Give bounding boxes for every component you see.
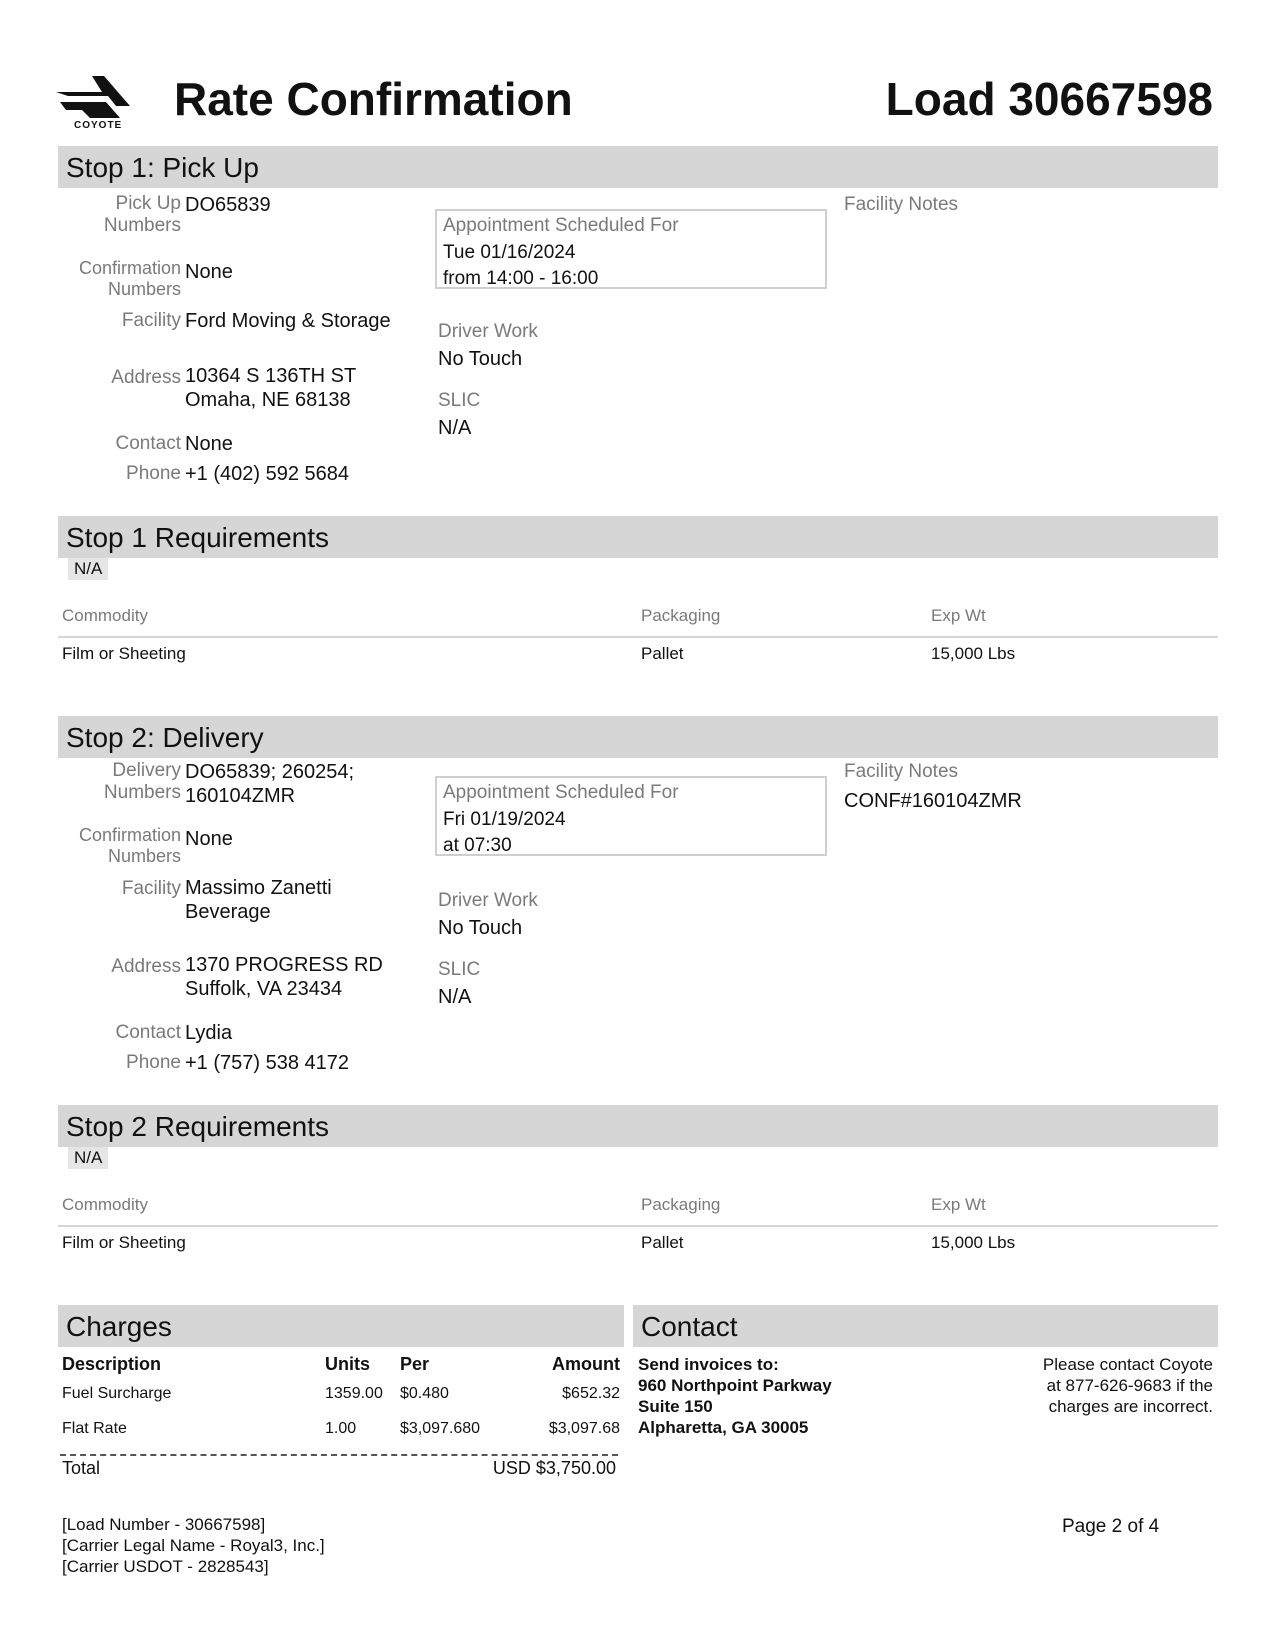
charges-per-header: Per [400, 1354, 430, 1374]
stop2-facility-value: Massimo Zanetti Beverage [185, 877, 332, 923]
stop1-phone-value: +1 (402) 592 5684 [185, 463, 350, 485]
stop1-expwt-cell: 15,000 Lbs [931, 644, 1016, 663]
stop2-expwt-cell: 15,000 Lbs [931, 1233, 1016, 1252]
page-number: Page 2 of 4 [1062, 1516, 1160, 1537]
stop1-packaging-cell: Pallet [641, 644, 684, 663]
stop2-appointment-time: at 07:30 [443, 835, 512, 856]
stop2-facility-label: Facility [121, 878, 181, 899]
charge-row-1-per: $0.480 [400, 1385, 449, 1402]
stop2-facility-notes-label: Facility Notes [844, 761, 959, 782]
stop2-slic-value: N/A [438, 986, 472, 1008]
stop2-contact-value: Lydia [185, 1022, 233, 1044]
charges-total-value: USD $3,750.00 [492, 1458, 616, 1478]
contact-title: Contact [641, 1311, 738, 1342]
stop1-packaging-header: Packaging [641, 606, 721, 625]
stop2-appointment-date: Fri 01/19/2024 [443, 809, 566, 830]
coyote-logo [56, 72, 136, 134]
stop1-commodity-cell: Film or Sheeting [62, 644, 186, 663]
stop1-driver-work-value: No Touch [438, 348, 523, 370]
stop1-confirmation-label: Confirmation Numbers [78, 258, 181, 299]
stop2-packaging-header: Packaging [641, 1195, 721, 1214]
stop2-address-value: 1370 PROGRESS RD Suffolk, VA 23434 [185, 954, 383, 1000]
stop1-contact-label: Contact [115, 433, 181, 454]
stop2-address-label: Address [111, 956, 181, 977]
stop2-numbers-label: Delivery Numbers [103, 760, 181, 803]
stop1-requirements-title: Stop 1 Requirements [66, 522, 330, 553]
load-number-title: Load 30667598 [885, 73, 1213, 125]
charges-title: Charges [66, 1311, 172, 1342]
stop1-requirements-bar [58, 516, 1218, 558]
charges-amount-header: Amount [552, 1354, 620, 1374]
stop2-commodity-header: Commodity [62, 1195, 148, 1214]
charges-description-header: Description [62, 1354, 162, 1374]
stop1-facility-label: Facility [121, 310, 181, 331]
stop2-requirements-bar [58, 1105, 1218, 1147]
page-title: Rate Confirmation [174, 73, 573, 125]
stop2-slic-label: SLIC [438, 959, 481, 980]
stop2-confirmation-label: Confirmation Numbers [78, 825, 181, 866]
stop1-title: Stop 1: Pick Up [66, 152, 259, 183]
stop2-facility-notes-value: CONF#160104ZMR [844, 790, 1022, 812]
charge-row-1-units: 1359.00 [325, 1385, 383, 1402]
stop1-appointment-box [435, 209, 827, 289]
stop1-expwt-header: Exp Wt [931, 606, 986, 625]
stop2-driver-work-label: Driver Work [438, 890, 538, 911]
stop1-driver-work-label: Driver Work [438, 321, 538, 342]
stop1-facility-notes-label: Facility Notes [844, 194, 959, 215]
stop1-numbers-label: Pick Up Numbers [103, 193, 181, 236]
charge-row-2-units: 1.00 [325, 1420, 357, 1437]
stop1-commodity-header: Commodity [62, 606, 148, 625]
footer-load-info: [Load Number - 30667598] [Carrier Legal Name - Royal3, Inc.] [Carrier USDOT - 2828543] [62, 1515, 325, 1576]
stop1-appointment-date: Tue 01/16/2024 [443, 242, 576, 263]
stop2-appointment-heading: Appointment Scheduled For [443, 782, 679, 803]
stop2-table-rule [58, 1225, 1218, 1227]
charge-row-2-description: Flat Rate [62, 1420, 127, 1437]
charge-row-2-amount: $3,097.68 [548, 1420, 620, 1437]
stop1-address-value: 10364 S 136TH ST Omaha, NE 68138 [185, 365, 357, 411]
stop1-requirements-badge: N/A [68, 558, 108, 580]
stop2-confirmation-value: None [185, 828, 233, 850]
stop2-phone-value: +1 (757) 538 4172 [185, 1052, 350, 1074]
stop1-appointment-time: from 14:00 - 16:00 [443, 268, 599, 289]
stop2-driver-work-value: No Touch [438, 917, 523, 939]
charges-units-header: Units [325, 1354, 370, 1374]
stop2-packaging-cell: Pallet [641, 1233, 684, 1252]
stop2-section-bar [58, 716, 1218, 758]
stop1-numbers-value: DO65839 [185, 194, 271, 216]
stop2-expwt-header: Exp Wt [931, 1195, 986, 1214]
stop1-section-bar [58, 146, 1218, 188]
stop2-phone-label: Phone [126, 1052, 181, 1073]
stop1-facility-value: Ford Moving & Storage [185, 310, 391, 332]
stop1-appointment-heading: Appointment Scheduled For [443, 215, 679, 236]
coyote-logo-icon [56, 72, 136, 120]
charge-row-2-per: $3,097.680 [400, 1420, 481, 1437]
stop2-title: Stop 2: Delivery [66, 722, 264, 753]
stop1-address-label: Address [111, 367, 181, 388]
stop1-table-rule [58, 636, 1218, 638]
charges-total-label: Total [62, 1458, 101, 1478]
contact-invoice-address: Send invoices to: 960 Northpoint Parkway Suite 150 Alpharetta, GA 30005 [638, 1355, 832, 1437]
stop1-slic-value: N/A [438, 417, 472, 439]
stop2-contact-label: Contact [115, 1022, 181, 1043]
charges-total-divider [60, 1454, 618, 1456]
stop1-confirmation-value: None [185, 261, 233, 283]
stop2-requirements-badge: N/A [68, 1147, 108, 1169]
stop2-requirements-title: Stop 2 Requirements [66, 1111, 330, 1142]
logo-text: COYOTE [74, 120, 123, 131]
contact-note: Please contact Coyote at 877-626-9683 if the charges are incorrect. [1042, 1355, 1213, 1416]
stop1-contact-value: None [185, 433, 233, 455]
charge-row-1-description: Fuel Surcharge [62, 1385, 172, 1402]
contact-bar [633, 1305, 1218, 1347]
stop1-slic-label: SLIC [438, 390, 481, 411]
charge-row-1-amount: $652.32 [562, 1385, 620, 1402]
stop2-commodity-cell: Film or Sheeting [62, 1233, 186, 1252]
stop2-appointment-box [435, 776, 827, 856]
stop2-numbers-value: DO65839; 260254; 160104ZMR [185, 761, 355, 807]
stop1-phone-label: Phone [126, 463, 181, 484]
charges-bar [58, 1305, 624, 1347]
